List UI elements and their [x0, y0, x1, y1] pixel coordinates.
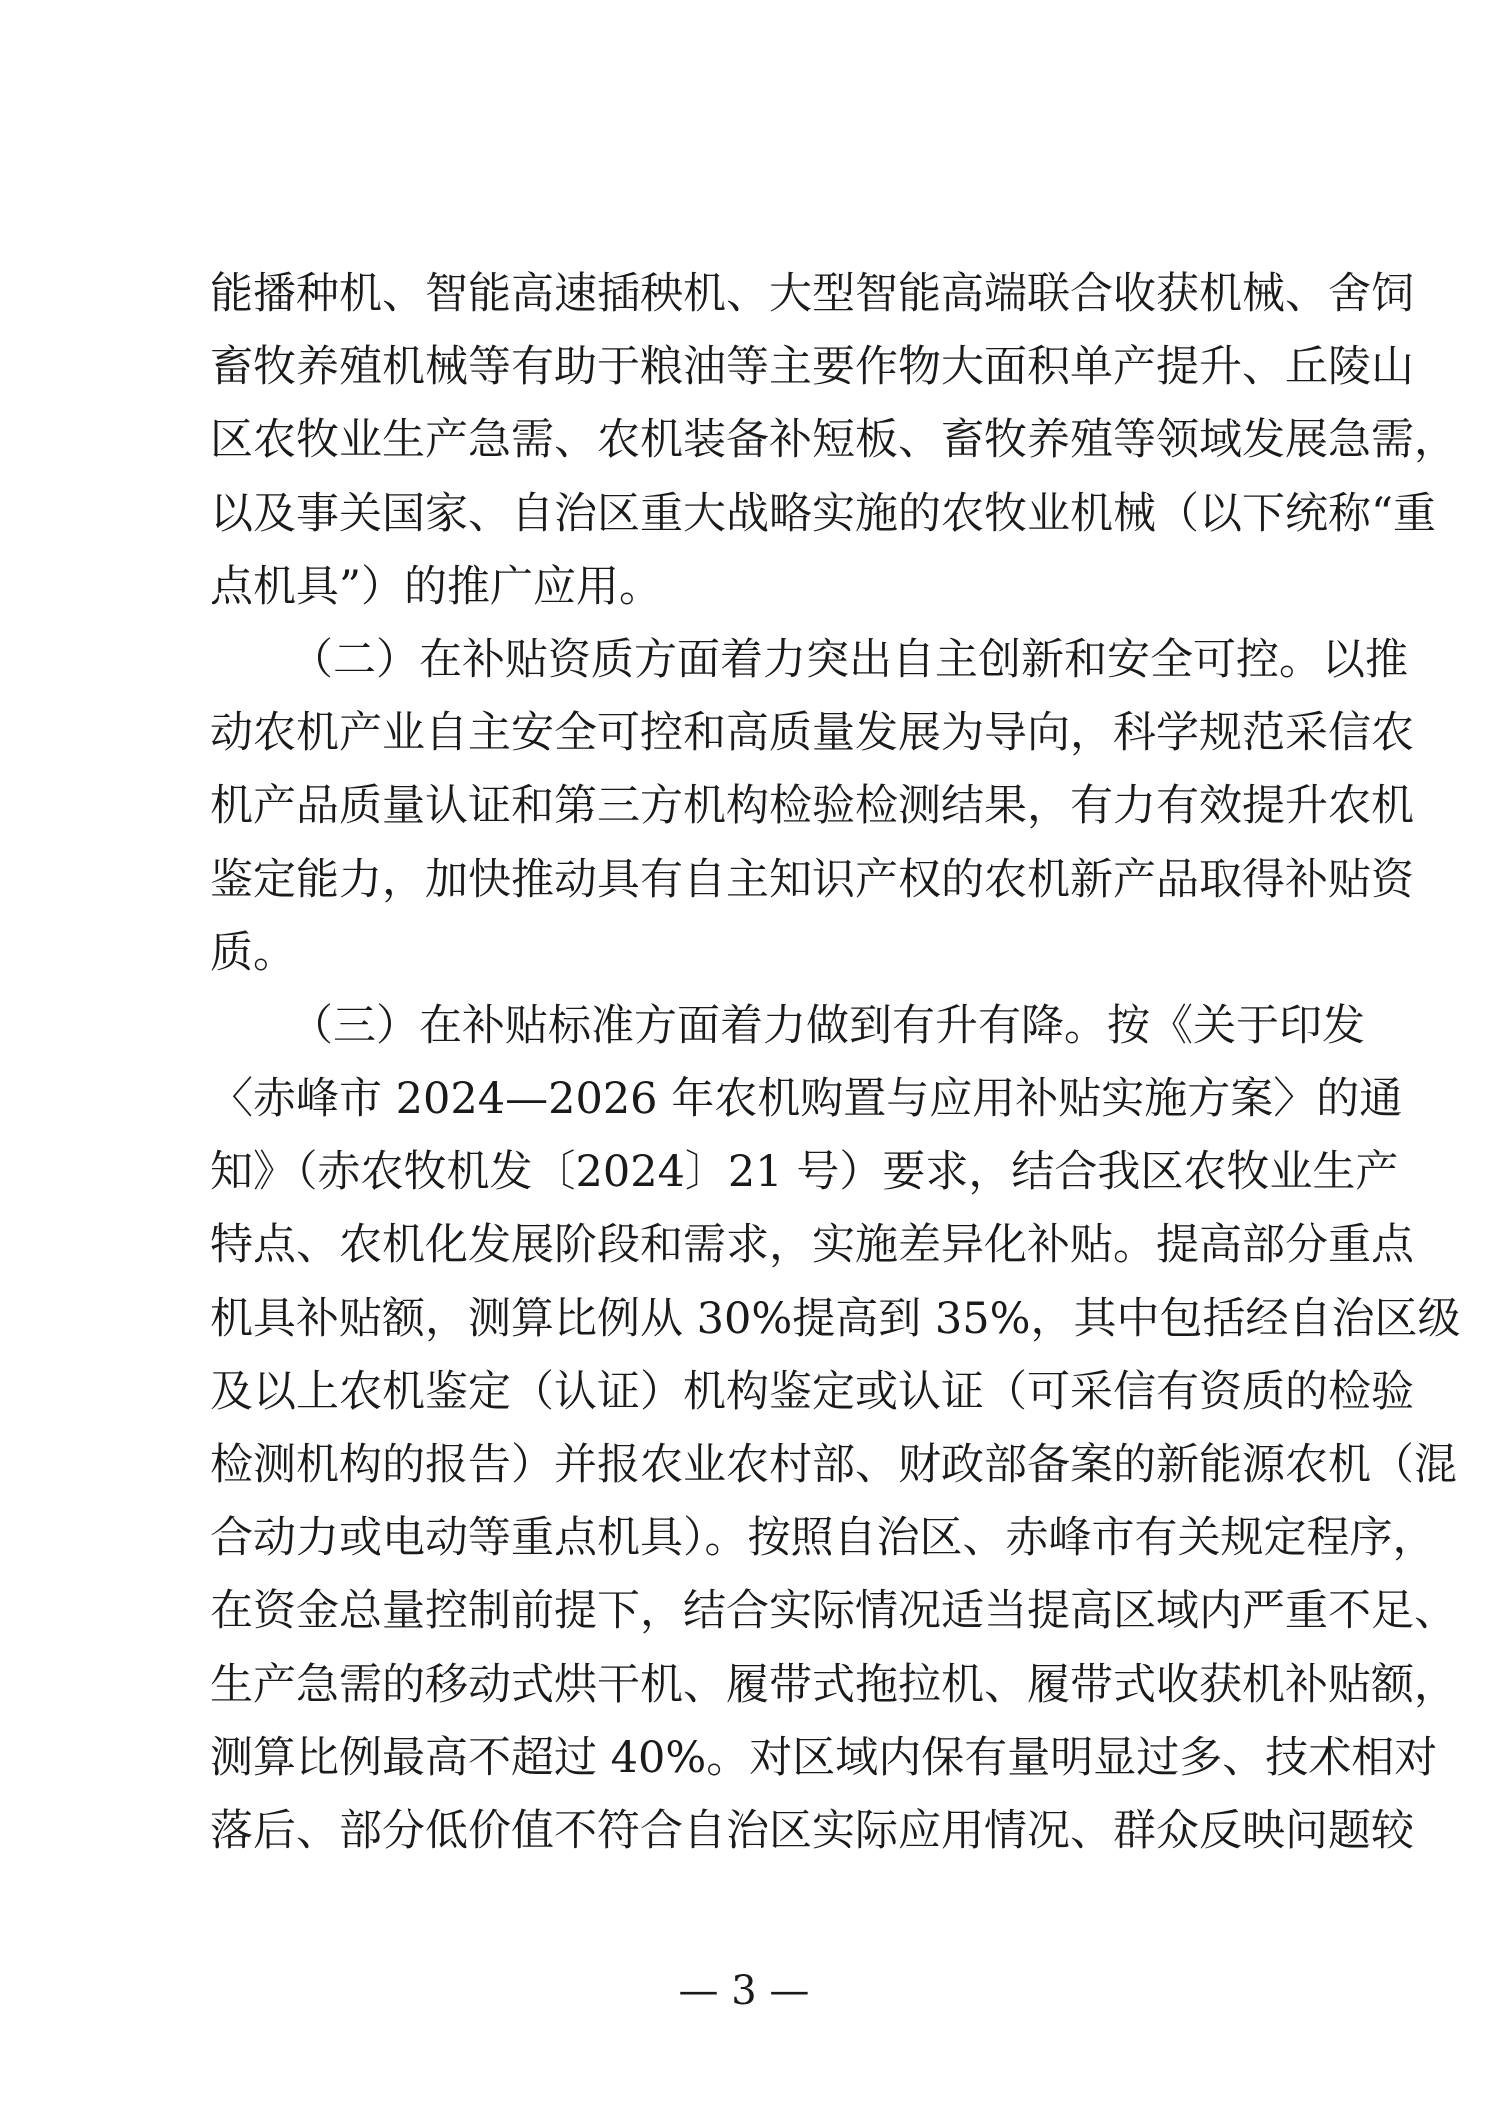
- text-line: 在资金总量控制前提下，结合实际情况适当提高区域内严重不足、: [210, 1586, 1457, 1637]
- page-number: — 3 —: [678, 1968, 810, 2014]
- text-line: 测算比例最高不超过 40%。对区域内保有量明显过多、技术相对: [210, 1732, 1438, 1783]
- text-line: 动农机产业自主安全可控和高质量发展为导向，科学规范采信农: [210, 708, 1414, 759]
- paragraph: [210, 990, 1461, 1868]
- text-line: 区农牧业生产急需、农机装备补短板、畜牧养殖等领域发展急需，: [210, 415, 1457, 466]
- text-line: 机产品质量认证和第三方机构检验检测结果，有力有效提升农机: [210, 781, 1414, 832]
- text-line: 〈赤峰市 2024—2026 年农机购置与应用补贴实施方案〉的通: [210, 1074, 1403, 1125]
- text-line: 鉴定能力，加快推动具有自主知识产权的农机新产品取得补贴资: [210, 854, 1414, 905]
- text-line: 质。: [210, 927, 296, 978]
- text-line: 生产急需的移动式烘干机、履带式拖拉机、履带式收获机补贴额，: [210, 1659, 1457, 1710]
- text-line: 以及事关国家、自治区重大战略实施的农牧业机械（以下统称“重: [210, 488, 1436, 539]
- text-line: 能播种机、智能高速插秧机、大型智能高端联合收获机械、舍饲: [210, 269, 1414, 319]
- text-line: 畜牧养殖机械等有助于粮油等主要作物大面积单产提升、丘陵山: [210, 342, 1414, 393]
- text-line: 及以上农机鉴定（认证）机构鉴定或认证（可采信有资质的检验: [210, 1366, 1414, 1417]
- text-line: 特点、农机化发展阶段和需求，实施差异化补贴。提高部分重点: [210, 1220, 1414, 1271]
- document-body: [210, 258, 1461, 1868]
- text-line: 合动力或电动等重点机具）。按照自治区、赤峰市有关规定程序，: [210, 1513, 1436, 1564]
- text-line: 检测机构的报告）并报农业农村部、财政部备案的新能源农机（混: [210, 1440, 1457, 1490]
- text-line: 落后、部分低价值不符合自治区实际应用情况、群众反映问题较: [210, 1805, 1414, 1856]
- text-line: （三）在补贴标准方面着力做到有升有降。按《关于印发: [290, 1000, 1365, 1051]
- text-line: （二）在补贴资质方面着力突出自主创新和安全可控。以推: [290, 634, 1408, 685]
- paragraph: [210, 258, 1457, 624]
- text-line: 知》（赤农牧机发〔2024〕21 号）要求，结合我区农牧业生产: [210, 1147, 1399, 1198]
- text-line: 点机具”）的推广应用。: [210, 561, 662, 612]
- text-line: 机具补贴额，测算比例从 30%提高到 35%，其中包括经自治区级: [210, 1293, 1461, 1344]
- paragraph: [210, 624, 1414, 990]
